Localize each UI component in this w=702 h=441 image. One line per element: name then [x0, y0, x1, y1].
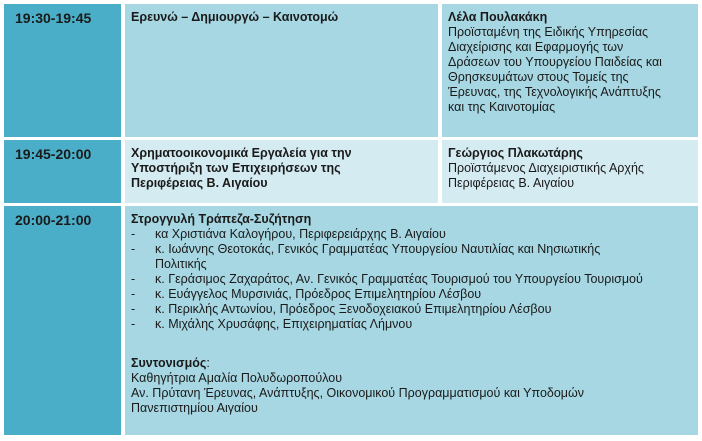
- spacer: [131, 332, 698, 356]
- participant-item: [131, 272, 698, 287]
- coordination-heading: [131, 356, 698, 371]
- list-dash: -: [131, 242, 136, 256]
- time-cell: 20:00-21:00: [4, 206, 121, 435]
- speaker-role-line: Διαχείρισης και Εφαρμογής των: [448, 40, 624, 54]
- list-dash: -: [131, 227, 136, 241]
- participant-item: [131, 317, 698, 332]
- participant-item: [131, 287, 698, 302]
- coordinator-line: Αν. Πρύτανη Έρευνας, Ανάπτυξης, Οικονομικού Προγραμματισμού και Υποδομών: [131, 386, 585, 400]
- time-cell: 19:30-19:45: [4, 4, 121, 137]
- roundtable-cell: [125, 206, 698, 435]
- speaker-name: Γεώργιος Πλακωτάρης: [448, 146, 583, 160]
- topic-title-line: Χρηματοοικονομικά Εργαλεία για την: [131, 146, 352, 160]
- topic-cell: [125, 4, 438, 137]
- list-dash: -: [131, 317, 136, 331]
- coordination-label: Συντονισμός: [131, 356, 207, 370]
- speaker-name: Λέλα Πουλακάκη: [448, 10, 548, 24]
- speaker-role-line: Προϊσταμένη της Ειδικής Υπηρεσίας: [448, 25, 649, 39]
- participant-text: κα Χριστιάνα Καλογήρου, Περιφερειάρχης Β. Αιγαίου: [155, 227, 446, 241]
- speaker-role-line: Θρησκευμάτων στους Τομείς της: [448, 70, 629, 84]
- speaker-cell: [442, 140, 698, 203]
- list-dash: -: [131, 287, 136, 301]
- topic-cell: [125, 140, 438, 203]
- topic-title: Ερευνώ – Δημιουργώ – Καινοτομώ: [131, 10, 339, 24]
- speaker-role-line: Έρευνας, της Τεχνολογικής Ανάπτυξης: [448, 85, 661, 99]
- participant-item: [131, 227, 698, 242]
- speaker-role-line: Δράσεων του Υπουργείου Παιδείας και: [448, 55, 662, 69]
- time-cell: 19:45-20:00: [4, 140, 121, 203]
- coordinator-line: Πανεπιστημίου Αιγαίου: [131, 401, 258, 415]
- speaker-role-line: Περιφέρειας Β. Αιγαίου: [448, 176, 575, 190]
- participant-text: κ. Γεράσιμος Ζαχαράτος, Αν. Γενικός Γραμματέας Τουρισμού του Υπουργείου Τουρισμού: [155, 272, 643, 286]
- participant-item: [131, 302, 698, 317]
- roundtable-title: Στρογγυλή Τράπεζα-Συζήτηση: [131, 212, 312, 226]
- speaker-cell: [442, 4, 698, 137]
- list-dash: -: [131, 272, 136, 286]
- participant-text: κ. Ιωάννης Θεοτοκάς, Γενικός Γραμματέας Υπουργείου Ναυτιλίας και Νησιωτικής: [155, 242, 601, 256]
- participant-text-cont: Πολιτικής: [155, 257, 207, 271]
- participant-item: [131, 242, 698, 272]
- topic-title-line: Υποστήριξη των Επιχειρήσεων της: [131, 161, 341, 175]
- speaker-role-line: και της Καινοτομίας: [448, 100, 556, 114]
- participant-text: κ. Ευάγγελος Μυρσινιάς, Πρόεδρος Επιμελητηρίου Λέσβου: [155, 287, 482, 301]
- participant-text: κ. Περικλής Αντωνίου, Πρόεδρος Ξενοδοχειακού Επιμελητηρίου Λέσβου: [155, 302, 552, 316]
- schedule-row: [4, 206, 698, 435]
- topic-title-line: Περιφέρειας Β. Αιγαίου: [131, 176, 268, 190]
- participant-list: [131, 227, 698, 332]
- coordination-colon: :: [206, 356, 210, 370]
- participant-text: κ. Μιχάλης Χρυσάφης, Επιχειρηματίας Λήμνου: [155, 317, 413, 331]
- coordinator-line: Καθηγήτρια Αμαλία Πολυδωροπούλου: [131, 371, 343, 385]
- speaker-role-line: Προϊστάμενος Διαχειριστικής Αρχής: [448, 161, 644, 175]
- schedule-row: [4, 4, 698, 137]
- list-dash: -: [131, 302, 136, 316]
- schedule-row: [4, 140, 698, 203]
